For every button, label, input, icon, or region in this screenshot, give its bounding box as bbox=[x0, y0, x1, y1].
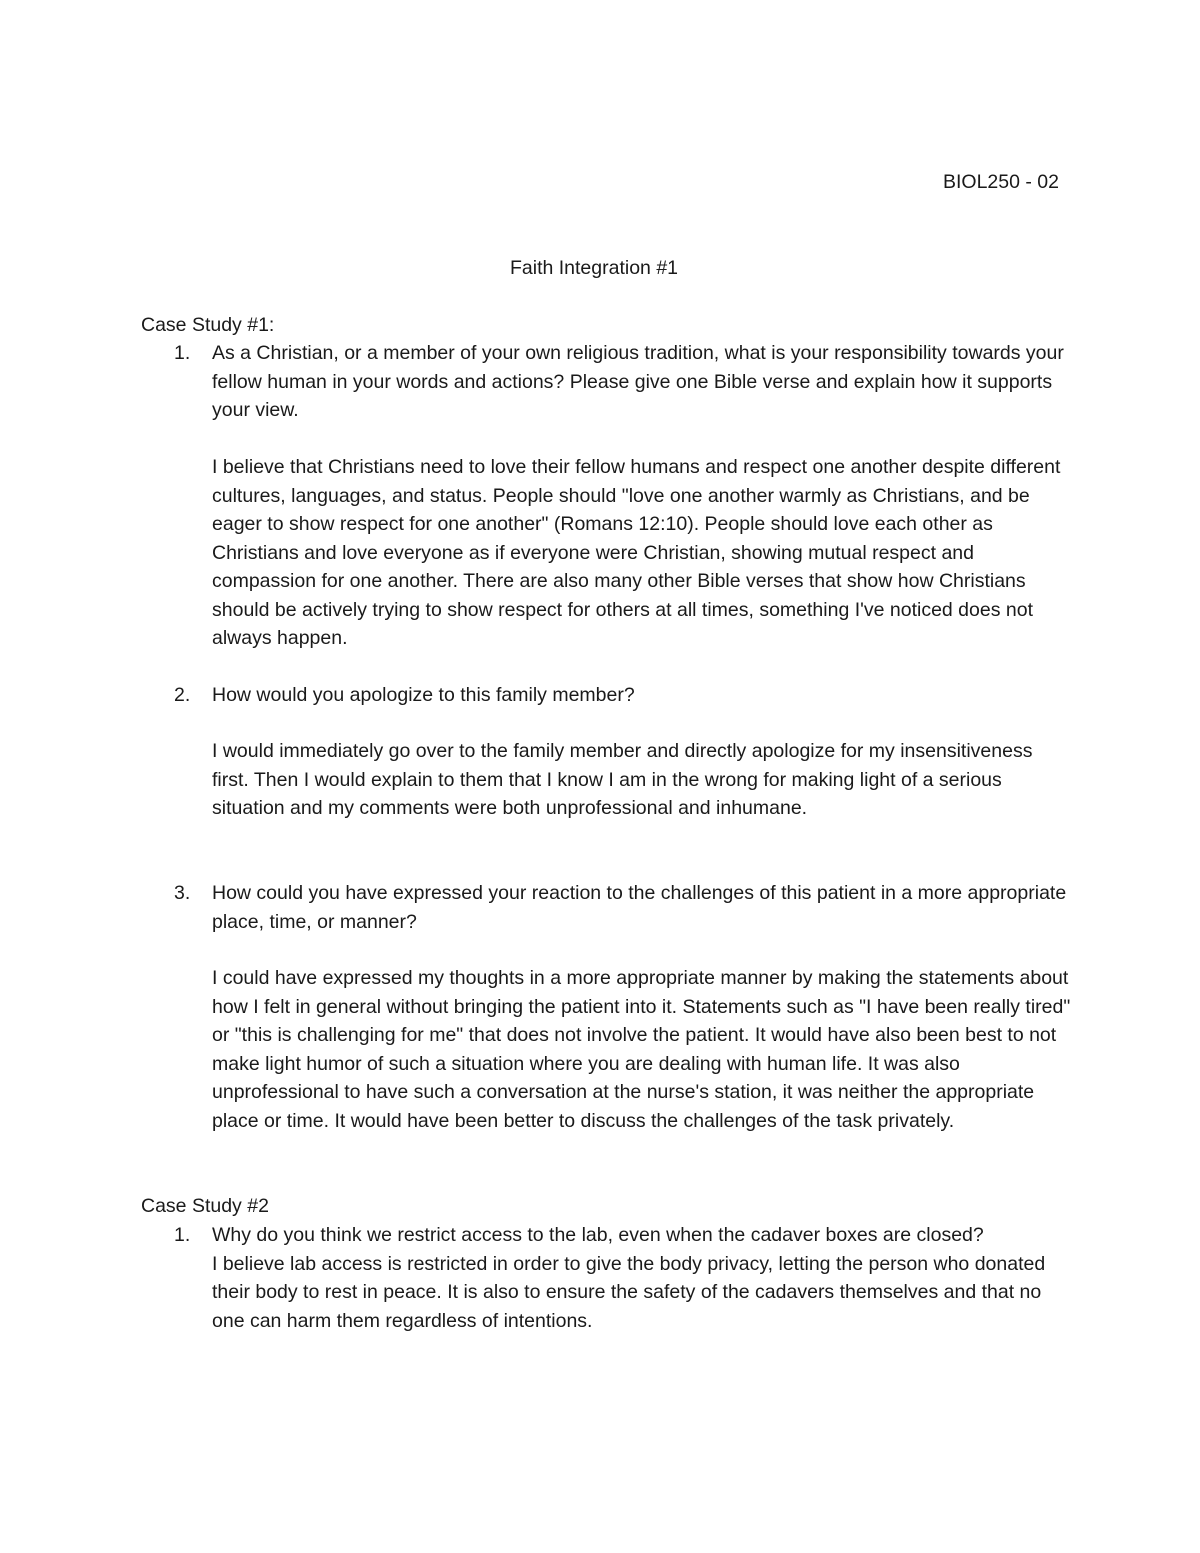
question-text bbox=[212, 339, 1072, 425]
question-number: 3. bbox=[174, 882, 191, 904]
question-number: 1. bbox=[174, 1224, 191, 1246]
answer-text-body: I believe that Christians need to love their fellow humans and respect one another despite different cultures, languages, and status. People should "love one another warmly as Christians, and be eager to show respect for one another" (Romans 12:10). People should love each other as Christians and love everyone as if everyone were Christian, showing mutual respect and compassion for one another. There are also many other Bible verses that show how Christians should be actively trying to show respect for others at all times, something I've noticed does not always happen. bbox=[212, 456, 1061, 649]
question-text-body: How would you apologize to this family member? bbox=[212, 684, 635, 706]
question-text-body: Why do you think we restrict access to the lab, even when the cadaver boxes are closed? bbox=[212, 1224, 984, 1246]
case-study-1-heading: Case Study #1: bbox=[141, 314, 275, 336]
answer-text bbox=[212, 453, 1072, 653]
question-text-body: How could you have expressed your reaction to the challenges of this patient in a more appropriate place, time, or manner? bbox=[212, 882, 1067, 933]
question-text bbox=[212, 681, 1072, 710]
question-text-body: As a Christian, or a member of your own religious tradition, what is your responsibility towards your fellow human in your words and actions? Please give one Bible verse and explain how it supports your view. bbox=[212, 342, 1064, 421]
answer-text-body: I would immediately go over to the family member and directly apologize for my insensitiveness first. Then I would explain to them that I know I am in the wrong for making light of a serious situation and my comments were both unprofessional and inhumane. bbox=[212, 740, 1033, 819]
answer-text-body: I believe lab access is restricted in order to give the body privacy, letting the person who donated their body to rest in peace. It is also to ensure the safety of the cadavers themselves and that no one can harm them regardless of intentions. bbox=[212, 1252, 1046, 1332]
course-code: BIOL250 - 02 bbox=[943, 171, 1059, 193]
case-study-2-heading: Case Study #2 bbox=[141, 1195, 269, 1217]
question-number: 2. bbox=[174, 684, 191, 706]
answer-text-body: I could have expressed my thoughts in a more appropriate manner by making the statements about how I felt in general without bringing the patient into it. Statements such as "I have been really tired" or "this is challenging for me" that does not involve the patient. It would have also been best to not make light humor of such a situation where you are dealing with human life. It was also unprofessional to have such a conversation at the nurse's station, it was neither the appropriate place or time. It would have been better to discuss the challenges of the task privately. bbox=[212, 967, 1071, 1132]
answer-text bbox=[212, 737, 1072, 823]
question-number: 1. bbox=[174, 342, 191, 364]
answer-text bbox=[212, 964, 1072, 1135]
question-and-answer bbox=[212, 1221, 1072, 1335]
question-text bbox=[212, 879, 1072, 936]
document-title: Faith Integration #1 bbox=[509, 257, 679, 279]
